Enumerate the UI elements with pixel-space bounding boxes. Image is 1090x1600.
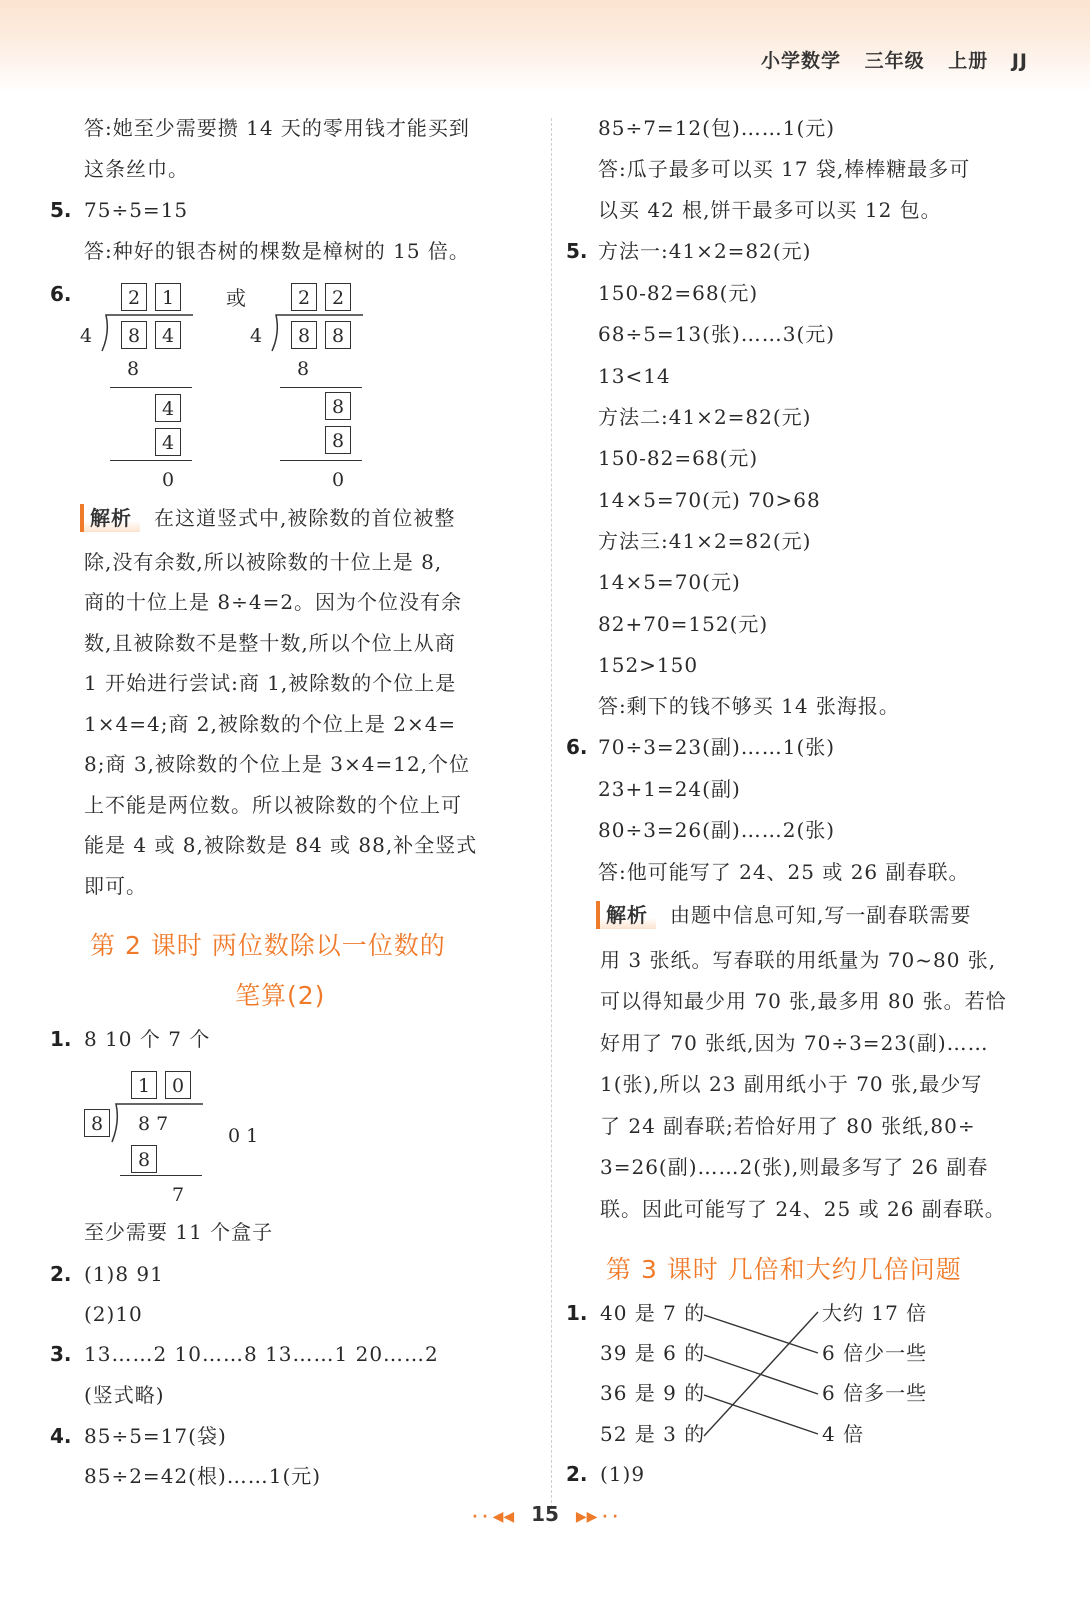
analysis-tag: 解析: [596, 901, 656, 929]
question-number: 2.: [50, 1262, 72, 1286]
answer-line: 答:她至少需要攒 14 天的零用钱才能买到: [84, 116, 470, 140]
equation: 14×5=70(元): [598, 570, 741, 594]
header-volume: 上册: [948, 50, 989, 72]
equation: 75÷5=15: [84, 198, 189, 222]
answer-line: 13……2 10……8 13……1 20……2: [84, 1342, 439, 1366]
header-edition: JJ: [1011, 50, 1028, 72]
analysis-line: 用 3 张纸。写春联的用纸量为 70~80 张,: [600, 948, 997, 972]
analysis-line: 即可。: [84, 874, 147, 898]
match-right-item: 4 倍: [822, 1422, 865, 1446]
answer-line: 答:剩下的钱不够买 14 张海报。: [598, 694, 900, 718]
header-grade: 三年级: [864, 50, 925, 72]
dividend-ones-box: 4: [155, 321, 181, 349]
remainder-box: 8: [325, 392, 351, 420]
subtrahend-box: 8: [325, 426, 351, 454]
equation: 150-82=68(元): [598, 281, 759, 305]
quotient-tens-box: 2: [121, 283, 147, 311]
answer-line: 至少需要 11 个盒子: [84, 1220, 274, 1244]
lesson-title: 第 2 课时 两位数除以一位数的: [90, 931, 446, 960]
page-footer: [0, 1502, 1090, 1526]
analysis-line: 3=26(副)……2(张),则最多写了 26 副春: [600, 1155, 989, 1179]
analysis-line: 联。因此可能写了 24、25 或 26 副春联。: [600, 1197, 1006, 1221]
question-number: 5.: [566, 239, 588, 263]
answer-line: (1)8 91: [84, 1262, 164, 1286]
quotient-tens-box: 1: [131, 1071, 157, 1099]
dividend-ones-box: 8: [325, 321, 351, 349]
subtrahend-box: 4: [155, 428, 181, 456]
analysis-line: 1(张),所以 23 副用纸小于 70 张,最少写: [600, 1072, 983, 1096]
match-right-item: 6 倍多一些: [822, 1381, 928, 1405]
analysis-line: 能是 4 或 8,被除数是 84 或 88,补全竖式: [84, 833, 478, 857]
quotient-ones-box: 1: [155, 283, 181, 311]
question-number: 1.: [566, 1301, 588, 1325]
quotient-ones-box: 0: [165, 1071, 191, 1099]
equation: 85÷7=12(包)……1(元): [598, 116, 836, 140]
divisor: 4: [250, 325, 263, 347]
division-line: [280, 387, 362, 388]
answer-line: (1)9: [600, 1462, 646, 1486]
divisor: 4: [80, 325, 93, 347]
analysis-line: 商的十位上是 8÷4=2。因为个位没有余: [84, 590, 463, 614]
remainder: 0: [332, 469, 345, 491]
page-number: 15: [531, 1502, 559, 1526]
answer-line: 答:瓜子最多可以买 17 袋,棒棒糖最多可: [598, 157, 971, 181]
equation: 14×5=70(元) 70>68: [598, 488, 821, 512]
subtrahend-box: 8: [131, 1145, 157, 1173]
match-left-item: 39 是 6 的: [600, 1341, 706, 1365]
analysis-line: 数,且被除数不是整十数,所以个位上从商: [84, 631, 456, 655]
analysis-line: 解析 在这道竖式中,被除数的首位被整: [80, 504, 455, 532]
analysis-line: 好用了 70 张纸,因为 70÷3=23(副)……: [600, 1031, 989, 1055]
equation: 85÷5=17(袋): [84, 1424, 227, 1448]
equation: 150-82=68(元): [598, 446, 759, 470]
next-arrows-icon: ▶▶ · ·: [575, 1509, 618, 1525]
lesson-title: 第 3 课时 几倍和大约几倍问题: [606, 1255, 962, 1284]
answer-line: (2)10: [84, 1302, 143, 1326]
question-number: 3.: [50, 1342, 72, 1366]
question-number: 2.: [566, 1462, 588, 1486]
analysis-line: 8;商 3,被除数的个位上是 3×4=12,个位: [84, 752, 471, 776]
remainder: 7: [172, 1184, 185, 1206]
match-left-item: 52 是 3 的: [600, 1422, 706, 1446]
remainder-box: 4: [155, 394, 181, 422]
dividend-tens-box: 8: [121, 321, 147, 349]
or-label: 或: [226, 286, 247, 310]
question-number: 6.: [566, 735, 588, 759]
question-number: 5.: [50, 198, 72, 222]
analysis-line: 可以得知最少用 70 张,最多用 80 张。若恰: [600, 989, 1007, 1013]
answer-line: 答:种好的银杏树的棵数是樟树的 15 倍。: [84, 239, 470, 263]
divisor-box: 8: [84, 1109, 110, 1137]
equation: 方法一:41×2=82(元): [598, 239, 812, 263]
page-header: [745, 46, 1028, 73]
remainder: 0: [162, 469, 175, 491]
division-line: [280, 460, 362, 461]
answer-line: 8 10 个 7 个: [84, 1027, 211, 1051]
match-left-item: 40 是 7 的: [600, 1301, 706, 1325]
answer-line: (竖式略): [84, 1383, 165, 1407]
question-number: 4.: [50, 1424, 72, 1448]
match-left-item: 36 是 9 的: [600, 1381, 706, 1405]
division-line: [110, 387, 192, 388]
dividend-tens-box: 8: [291, 321, 317, 349]
quotient-tens-box: 2: [291, 283, 317, 311]
header-subject: 小学数学: [760, 50, 841, 72]
question-number: 6.: [50, 282, 72, 306]
column-divider: [551, 118, 552, 1508]
equation: 方法二:41×2=82(元): [598, 405, 812, 429]
analysis-line: 上不能是两位数。所以被除数的个位上可: [84, 793, 462, 817]
analysis-line: 1 开始进行尝试:商 1,被除数的个位上是: [84, 671, 457, 695]
equation: 70÷3=23(副)……1(张): [598, 735, 836, 759]
analysis-tag: 解析: [80, 504, 140, 532]
side-answer: 0 1: [228, 1125, 259, 1147]
match-right-item: 大约 17 倍: [822, 1301, 928, 1325]
equation: 82+70=152(元): [598, 612, 769, 636]
answer-line: 答:他可能写了 24、25 或 26 副春联。: [598, 860, 970, 884]
equation: 80÷3=26(副)……2(张): [598, 818, 836, 842]
equation: 68÷5=13(张)……3(元): [598, 322, 836, 346]
dividend: 8 7: [138, 1113, 169, 1135]
matching-lines: [690, 1300, 830, 1450]
equation: 85÷2=42(根)……1(元): [84, 1464, 322, 1488]
analysis-line: 解析 由题中信息可知,写一副春联需要: [596, 901, 971, 929]
division-line: [110, 460, 192, 461]
equation: 方法三:41×2=82(元): [598, 529, 812, 553]
answer-line: 以买 42 根,饼干最多可以买 12 包。: [598, 198, 942, 222]
analysis-line: 除,没有余数,所以被除数的十位上是 8,: [84, 550, 443, 574]
match-right-item: 6 倍少一些: [822, 1341, 928, 1365]
division-line: [120, 1175, 202, 1176]
analysis-line: 1×4=4;商 2,被除数的个位上是 2×4=: [84, 712, 457, 736]
question-number: 1.: [50, 1027, 72, 1051]
analysis-line: 了 24 副春联;若恰好用了 80 张纸,80÷: [600, 1114, 976, 1138]
equation: 152>150: [598, 653, 699, 677]
equation: 23+1=24(副): [598, 777, 741, 801]
equation: 13<14: [598, 364, 671, 388]
answer-line: 这条丝巾。: [84, 157, 189, 181]
lesson-title-cont: 笔算(2): [235, 981, 326, 1010]
prev-arrows-icon: · · ◀◀: [472, 1509, 515, 1525]
subtrahend: 8: [127, 358, 140, 380]
subtrahend: 8: [297, 358, 310, 380]
quotient-ones-box: 2: [325, 283, 351, 311]
